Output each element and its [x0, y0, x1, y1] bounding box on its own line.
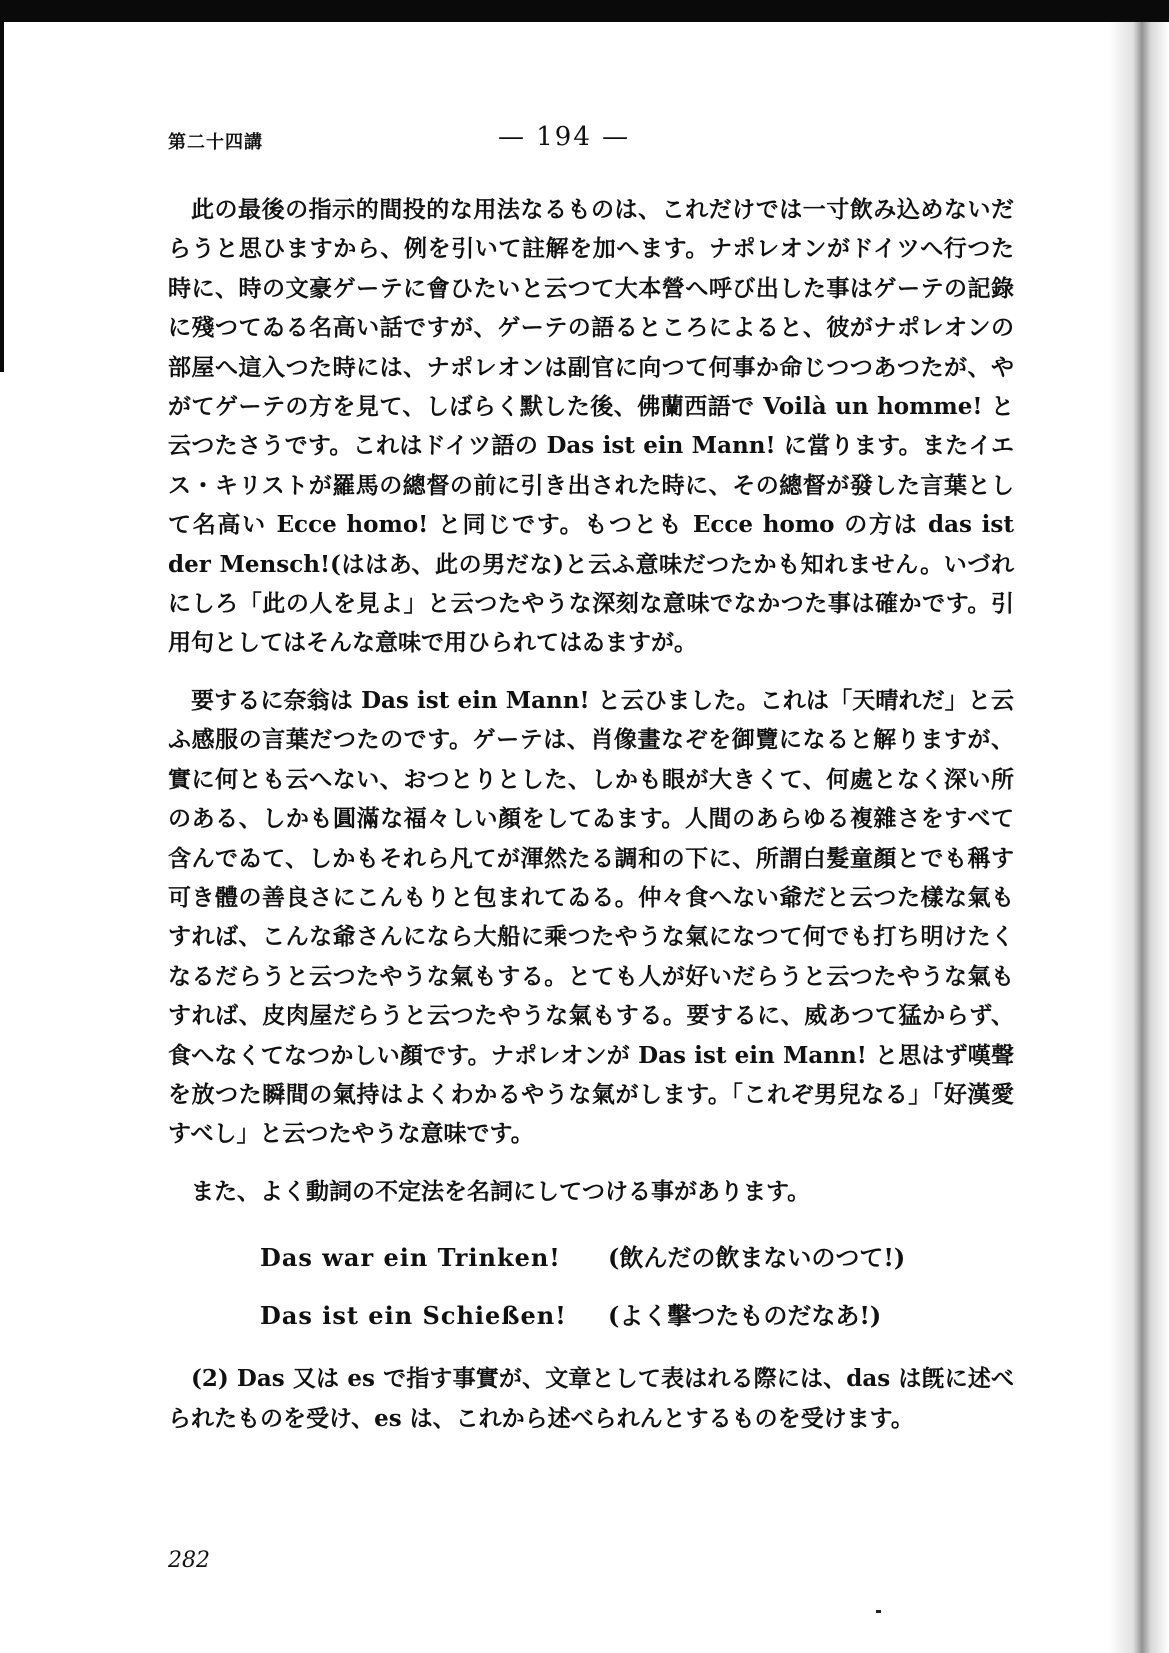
scan-top-border	[0, 0, 1169, 22]
scan-right-edge-shadow	[1109, 22, 1169, 1653]
page-header	[168, 122, 1008, 162]
header-page-number: — 194 —	[498, 122, 631, 152]
example-japanese: (よく擊つたものだなあ!)	[608, 1301, 882, 1331]
example-sentences	[260, 1229, 1014, 1345]
example-japanese: (飲んだの飲まないのつて!)	[608, 1243, 906, 1273]
paragraph-2: 要するに奈翁は Das ist ein Mann! と云ひました。これは「天晴れだ」と云ふ感服の言葉だつたのです。ゲーテは、肖像畫なぞを御覽になると解りますが、實に何とも云へない、おつとりとした、しかも眼が大きくて、何處となく深い所のある、しかも圓滿な福々しい顏をしてゐます。人間のあらゆる複雜さをすべて含んでゐて、しかもそれら凡てが渾然たる調和の下に、所謂白髮童顏とでも稱す可き體の善良さにこんもりと包まれてゐる。仲々食へない爺だと云つた樣な氣もすれば、こんな爺さんになら大船に乘つたやうな氣になつて何でも打ち明けたくなるだらうと云つたやうな氣もする。とても人が好いだらうと云つたやうな氣もすれば、皮肉屋だらうと云つたやうな氣もする。要するに、威あつて猛からず、食へなくてなつかしい顏です。ナポレオンが Das ist ein Mann! と思はず嘆聲を放つた瞬間の氣持はよくわかるやうな氣がします。「これぞ男兒なる」「好漢愛すべし」と云つたやうな意味です。	[168, 686, 1014, 1148]
example-german: Das ist ein Schießen!	[260, 1301, 567, 1331]
closing-paragraph: (2) Das 又は es で指す事實が、文章として表はれる際には、das は旣に述べられたものを受け、es は、これから述べられんとするものを受けます。	[168, 1365, 1014, 1432]
scan-speck	[876, 1610, 881, 1613]
lecture-title: 第二十四講	[168, 132, 263, 153]
example-row	[260, 1287, 1014, 1345]
scan-left-border	[0, 22, 4, 372]
paragraph-1: 此の最後の指示的間投的な用法なるものは、これだけでは一寸飲み込めないだらうと思ひますから、例を引いて註解を加へます。ナポレオンがドイツへ行つた時に、時の文豪ゲーテに會ひたいと云つて大本營へ呼び出した事はゲーテの記錄に殘つてゐる名高い話ですが、ゲーテの語るところによると、彼がナポレオンの部屋へ這入つた時には、ナポレオンは副官に向つて何事か命じつつあつたが、やがてゲーテの方を見て、しばらく默した後、佛蘭西語で Voilà un homme! と云つたさうです。これはドイツ語の Das ist ein Mann! に當ります。またイエス・キリストが羅馬の總督の前に引き出された時に、その總督が發した言葉として名高い Ecce homo! と同じです。もつとも Ecce homo の方は das ist der Mensch!(ははあ、此の男だな)と云ふ意味だつたかも知れません。いづれにしろ「此の人を見よ」と云つたやうな深刻な意味でなかつた事は確かです。引用句としてはそんな意味で用ひられてはゐますが。	[168, 196, 1015, 657]
paragraph-3: また、よく動詞の不定法を名詞にしてつける事があります。	[191, 1177, 811, 1205]
footer-page-number: 282	[168, 1548, 210, 1573]
page-body	[168, 190, 1014, 1456]
example-german: Das war ein Trinken!	[260, 1243, 561, 1273]
example-row	[260, 1229, 1014, 1287]
